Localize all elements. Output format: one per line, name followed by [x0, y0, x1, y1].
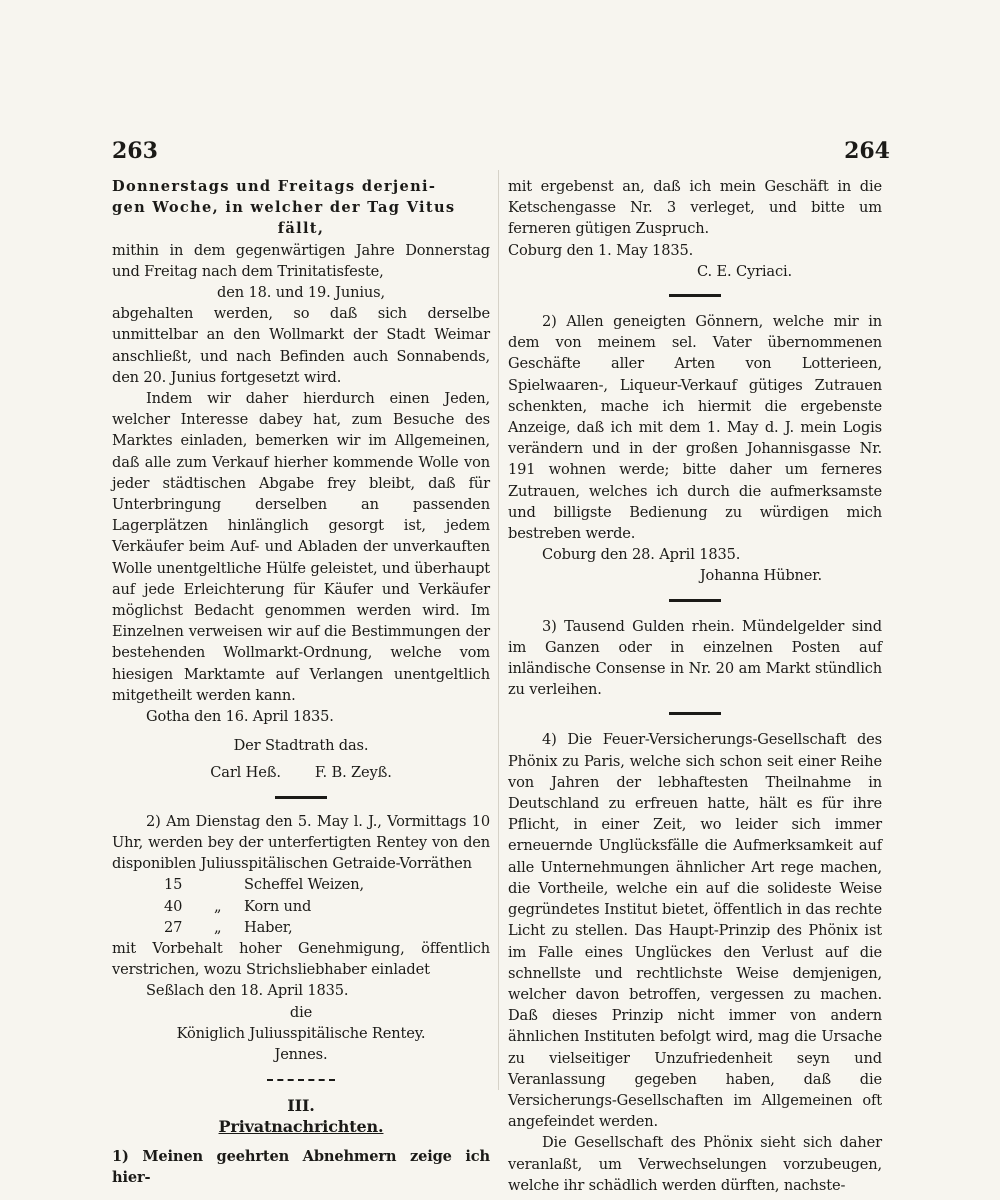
signatory-title: Königlich Juliusspitälische Rentey.: [176, 1024, 426, 1042]
notice-heading-line-1: Donnerstags und Freitags derjeni-: [112, 178, 437, 195]
notice-paragraph: abgehalten werden, so daß sich derselbe unmittelbar an den Wollmarkt der Stadt Weimar anschließt, und nach Befinden auch Sonnabends, den 20. Junius fortgesetzt wird.: [112, 305, 490, 386]
page-number-left: 263: [112, 138, 158, 164]
notice-paragraph: mit ergebenst an, daß ich mein Geschäft in die Ketschengasse Nr. 3 verleget, und bitte um ferneren gütigen Zuspruch.: [508, 178, 882, 238]
signature-name: Jennes.: [274, 1045, 328, 1063]
signature-name: C. E. Cyriaci.: [697, 262, 792, 280]
grain-name: Korn und: [244, 897, 312, 915]
notice-paragraph: 2) Allen geneigten Gönnern, welche mir in dem von meinem sel. Vater übernommenen Geschäfte aller Arten von Lotterieen, Spielwaaren-, Liqueur-Verkauf gütiges Zutrauen schenkten, mache ich hiermit die ergebenste Anzeige, daß ich mit dem 1. May d. J. mein Logis verändern und in der großen Johannisgasse Nr. 191 wohnen werde; bitte daher um ferneres Zutrauen, welches ich durch die aufmerksamste und billigste Bedienung zu würdigen mich bestreben werde.: [508, 313, 882, 543]
separator-rule: [275, 796, 327, 799]
grain-name: Scheffel Weizen,: [244, 876, 365, 894]
signature-name: Johanna Hübner.: [699, 567, 822, 585]
notice-paragraph: mithin in dem gegenwärtigen Jahre Donnerstag und Freitag nach dem Trinitatisfeste,: [112, 241, 490, 280]
left-column: [112, 176, 490, 1188]
notice-paragraph: Indem wir daher hierdurch einen Jeden, welcher Interesse dabey hat, zum Besuche des Marktes einladen, bemerken wir im Allgemeinen, daß alle zum Verkauf hierher kommende Wolle von jeder städtischen Abgabe frey bleibt, daß für Unterbringung derselben an passenden Lagerplätzen hinlänglich gesorgt ist, jedem Verkäufer beim Auf- und Abladen der unverkauften Wolle unentgeltliche Hülfe geleistet, und überhaupt auf jede Erleichterung für Käufer und Verkäufer möglichst Bedacht genommen werden wird. Im Einzelnen verweisen wir auf die Bestimmungen der bestehenden Wollmarkt-Ordnung, welche vom hiesigen Marktamte auf Verlangen unentgeltlich mitgetheilt werden kann.: [112, 390, 490, 704]
place-date: Coburg den 1. May 1835.: [508, 241, 694, 259]
separator-rule: [267, 1079, 335, 1081]
ditto-mark: „: [214, 897, 222, 915]
list-item: [112, 874, 490, 895]
separator-rule: [669, 712, 721, 715]
separator-rule: [669, 294, 721, 297]
place-date: Coburg den 28. April 1835.: [542, 546, 741, 564]
signature-name: F. B. Zeyß.: [314, 764, 392, 782]
notice-paragraph: 2) Am Dienstag den 5. May l. J., Vormittags 10 Uhr, werden bey der unterfertigten Rentey von den disponiblen Juliusspitälischen Getraide-Vorräthen: [112, 812, 490, 873]
grain-quantity: 27: [164, 918, 183, 936]
ditto-mark: „: [214, 918, 222, 936]
list-item: [112, 917, 490, 938]
notice-paragraph: 1) Meinen geehrten Abnehmern zeige ich hier-: [112, 1147, 490, 1186]
signatory-prefix: die: [289, 1003, 313, 1021]
notice-paragraph: mit Vorbehalt hoher Genehmigung, öffentlich verstrichen, wozu Strichsliebhaber einladet: [112, 939, 490, 979]
ditto-mark: [214, 874, 244, 895]
place-date: Seßlach den 18. April 1835.: [146, 982, 349, 1000]
notice-paragraph: 4) Die Feuer-Versicherungs-Gesellschaft des Phönix zu Paris, welche sich schon seit einer Reihe von Jahren der lebhaftesten Theilnahme in Deutschland zu erfreuen hatte, hält es für ihre Pflicht, in einer Zeit, wo leider sich immer erneuernde Unglücksfälle die Aufmerksamkeit auf alle Unternehmungen ähnlicher Art rege machen, die Vortheile, welche ein auf die solideste Weise gegründetes Institut bietet, öffentlich in das rechte Licht zu stellen. Das Haupt-Prinzip des Phönix ist im Falle eines Unglückes den Verlust auf die schnellste und rechtlichste Weise demjenigen, welcher davon betroffen, vergessen zu machen. Daß dieses Prinzip nicht immer von andern ähnlichen Instituten befolgt wird, mag die Ursache zu vielseitiger Unzufriedenheit seyn und Veranlassung gegeben haben, daß die Versicherungs-Gesellschaften im Allgemeinen oft angefeindet werden.: [508, 731, 882, 1131]
grain-quantity: 40: [164, 897, 183, 915]
section-title: Privatnachrichten.: [218, 1117, 384, 1137]
grain-quantity: 15: [164, 876, 183, 894]
grain-list: [112, 874, 490, 938]
notice-heading-line-2: gen Woche, in welcher der Tag Vitus: [112, 199, 456, 217]
notice-paragraph: 3) Tausend Gulden rhein. Mündelgelder sind im Ganzen oder in einzelnen Posten auf inländische Consense in Nr. 20 am Markt stündlich zu verleihen.: [508, 617, 882, 699]
notice-heading-line-3: fällt,: [277, 220, 325, 238]
gutter-divider: [498, 170, 499, 1090]
section-number: III.: [287, 1096, 315, 1116]
separator-rule: [669, 599, 721, 602]
signatures: [112, 762, 490, 783]
place-date: Gotha den 16. April 1835.: [146, 708, 334, 726]
list-item: [112, 896, 490, 917]
right-column: [508, 176, 882, 1196]
signatory-title: Der Stadtrath das.: [233, 737, 369, 755]
notice-paragraph: Die Gesellschaft des Phönix sieht sich daher veranlaßt, um Verwechselungen vorzubeugen, welche ihr schädlich werden dürften, nachste-: [508, 1134, 882, 1194]
market-dates: den 18. und 19. Junius,: [217, 284, 385, 302]
page-number-right: 264: [844, 138, 890, 164]
signature-name: Carl Heß.: [210, 764, 281, 782]
grain-name: Haber,: [244, 918, 293, 936]
